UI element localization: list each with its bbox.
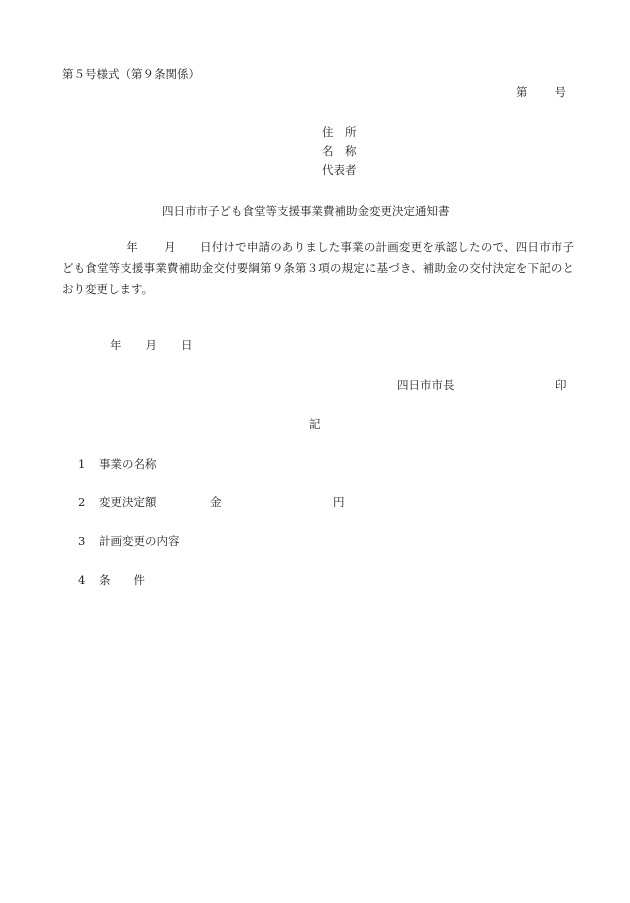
item-plan-change-label: 計画変更の内容 [99, 534, 180, 548]
list-item-number: 2 [78, 495, 86, 509]
form-label: 第５号様式（第９条関係） [62, 67, 200, 81]
document-number [516, 84, 566, 100]
list-item-number: 1 [78, 457, 86, 471]
doc-number-suffix: 号 [554, 85, 566, 99]
seal-mark: 印 [555, 378, 567, 392]
recipient-representative-label: 代表者 [322, 163, 357, 177]
list-item-number: 3 [78, 534, 86, 548]
item-amount-kin: 金 [210, 495, 222, 509]
item-changed-amount-label: 変更決定額 [99, 495, 157, 509]
body-paragraph [62, 237, 574, 300]
ki-heading: 記 [309, 417, 321, 431]
date-day-label: 日 [181, 338, 193, 352]
body-month-label: 月 [163, 240, 176, 254]
body-text: 日付けで申請のありました事業の計画変更を承認したので、四日市市子ども食堂等支援事業費補助金交付要綱第９条第３項の規定に基づき、補助金の交付決定を下記のとおり変更します。 [62, 240, 574, 296]
issue-date [110, 337, 193, 353]
date-year-label: 年 [110, 338, 122, 352]
recipient-address-label: 住 所 [322, 125, 357, 139]
item-project-name-label: 事業の名称 [99, 457, 157, 471]
document-title: 四日市市子ども食堂等支援事業費補助金変更決定通知書 [162, 204, 450, 218]
body-year-label: 年 [126, 240, 138, 254]
doc-number-prefix: 第 [516, 85, 528, 99]
item-amount-yen: 円 [333, 495, 345, 509]
item-conditions-label: 条 件 [99, 573, 145, 587]
date-month-label: 月 [145, 338, 157, 352]
issuer-name: 四日市市長 [397, 378, 455, 392]
list-item-number: 4 [78, 573, 86, 587]
recipient-name-label: 名 称 [322, 144, 357, 158]
